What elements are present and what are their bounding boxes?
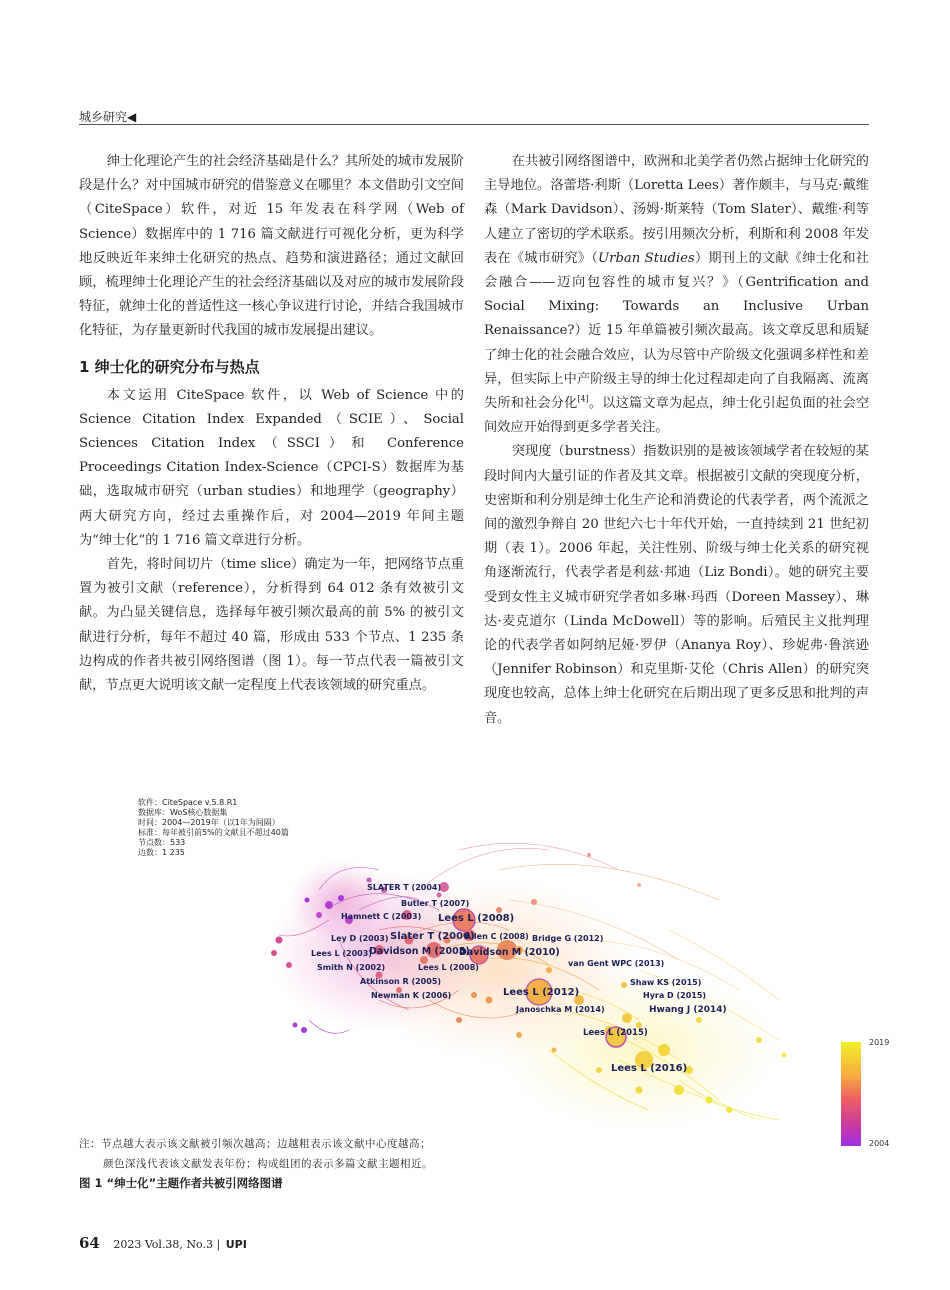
footer-separator: |: [216, 1238, 221, 1251]
section-title: 1 绅士化的研究分布与热点: [79, 357, 260, 376]
node-label-allen-2008: Allen C (2008): [465, 932, 529, 941]
right-paragraph-1-a: 在共被引网络图谱中，欧洲和北美学者仍然占据绅士化研究的主导地位。洛蕾塔·利斯（Loretta Lees）著作颇丰，与马克·戴维森（Mark Davidson）、汤姆·斯莱特（Tom Slater）、戴维·利等人建立了密切的学术联系。按引用频次分析，利斯和利 2008 年发表在《城市研究》（: [484, 154, 869, 266]
node-label-shaw-2015: Shaw KS (2015): [630, 978, 702, 987]
node-label-newman-2006: Newman K (2006): [371, 991, 452, 1000]
node-label-lees-2008: Lees L (2008): [438, 913, 515, 924]
year-colorbar: [841, 1042, 861, 1146]
right-paragraph-2: 突现度（burstness）指数识别的是被该领域学者在较短的某段时间内大量引证的作者及其文章。根据被引文献的突现度分析，史密斯和利分别是绅士化生产论和消费论的代表学者，两个流派之间的激烈争辩自 20 世纪六七十年代开始，一直持续到 21 世纪初期（表 1）。2006 年起，关注性别、阶级与绅士化关系的研究视角逐渐流行，代表学者是利兹·邦迪（Liz Bondi）。她的研究主要受到女性主义城市研究学者如多琳·玛西（Doreen Massey）、琳达·麦克道尔（Linda McDowell）等的影响。后殖民主义批判理论的代表学者如阿纳尼娅·罗伊（Ananya Roy）、珍妮弗·鲁滨逊（Jennifer Robinson）和克里斯·艾伦（Chris Allen）的研究突现度也较高，总体上绅士化研究在后期出现了更多反思和批判的声音。: [484, 444, 869, 726]
page-number: 64: [79, 1234, 100, 1252]
node-label-davidson-2010: Davidson M (2010): [459, 947, 560, 958]
node-label-slater-2004: SLATER T (2004): [367, 883, 442, 892]
node-label-janoschka-2014: Janoschka M (2014): [516, 1005, 605, 1014]
info-node-count: 节点数：533: [138, 838, 186, 847]
volume-info: 2023 Vol.38, No.3: [113, 1238, 213, 1251]
figure-note-line-1: 注：节点越大表示该文献被引频次越高；边越粗表示该文献中心度越高；: [79, 1138, 431, 1150]
page-footer: [79, 1234, 247, 1252]
node-label-hamnett-2003: Hamnett C (2003): [341, 912, 422, 921]
right-paragraph-1-c: 。以这篇文章为起点，绅士化引起负面的社会空间效应开始得到更多学者关注。: [484, 396, 870, 436]
info-criteria: 标准：每年被引前5%的文献且不超过40篇: [138, 828, 289, 837]
left-paragraph-1: 绅士化理论产生的社会经济基础是什么？其所处的城市发展阶段是什么？对中国城市研究的借鉴意义在哪里？本文借助引文空间（CiteSpace）软件，对近 15 年发表在科学网（Web of Science）数据库中的 1 716 篇文献进行可视化分析，更为科学地反映近年来绅士化研究的热点、趋势和演进路径；通过文献回顾，梳理绅士化理论产生的社会经济基础以及对应的城市发展阶段特征，就绅士化的普适性这一核心争议进行讨论，并结合我国城市化特征，为存量更新时代我国的城市发展提出建议。: [79, 154, 464, 339]
left-paragraph-3: 首先，将时间切片（time slice）确定为一年，把网络节点重置为被引文献（reference），分析得到 64 012 条有效被引文献。为凸显关键信息，选择每年被引频次最高的前 5% 的被引文献进行分析，每年不超过 40 篇，形成由 533 个节点、1 235 条边构成的作者共被引网络图谱（图 1）。每一节点代表一篇被引文献，节点更大说明该文献一定程度上代表该领域的研究重点。: [79, 557, 464, 694]
node-label-hyra-2015: Hyra D (2015): [643, 991, 707, 1000]
right-paragraph-1: [484, 150, 869, 440]
colorbar-max-label: 2019: [869, 1038, 890, 1047]
node-label-lees-2008-b: Lees L (2008): [418, 963, 479, 972]
header-rule: [79, 124, 869, 125]
node-label-lees-2016: Lees L (2016): [611, 1063, 688, 1074]
info-database: 数据库：WoS核心数据集: [138, 808, 228, 817]
journal-title-italic: Urban Studies: [598, 250, 695, 266]
node-label-lees-2003: Lees L (2003): [311, 949, 372, 958]
node-label-atkinson-2005: Atkinson R (2005): [360, 977, 442, 986]
left-paragraph-2: 本文运用 CiteSpace 软件，以 Web of Science 中的 Science Citation Index Expanded（SCIE）、Social Sciences Citation Index（SSCI）和 Conference Proceedings Citation Index-Science（CPCI-S）数据库为基础，选取城市研究（urban studies）和地理学（geography）两大研究方向，经过去重操作后，对 2004—2019 年间主题为“绅士化”的 1 716 篇文章进行分析。: [79, 387, 464, 548]
node-label-davidson-2005: Davidson M (2005): [369, 946, 470, 957]
node-label-vangent-2013: van Gent WPC (2013): [568, 959, 665, 968]
right-paragraph-1-b: ）期刊上的文献《绅士化和社会融合——迈向包容性的城市复兴？》（Gentrification and Social Mixing: Towards an Inclusive Urban Renaissance?）近 15 年单篇被引频次最高。该文章反思和质疑了绅士化的社会融合效应，认为尽管中产阶级文化强调多样性和差异，但实际上中产阶级主导的绅士化过程却走向了自我隔离、流离失所和社会分化: [484, 250, 869, 412]
node-label-lees-2012: Lees L (2012): [503, 987, 580, 998]
info-time: 时间：2004—2019年（以1年为间隔）: [138, 818, 280, 827]
running-header: 城乡研究◀: [79, 110, 137, 124]
node-label-butler-2007: Butler T (2007): [401, 899, 470, 908]
left-column: [79, 150, 464, 698]
info-edge-count: 边数：1 235: [138, 848, 185, 857]
colorbar-min-label: 2004: [869, 1139, 890, 1148]
figure-caption: 图 1 “绅士化”主题作者共被引网络图谱: [79, 1176, 283, 1190]
node-label-hwang-2014: Hwang J (2014): [649, 1005, 727, 1015]
node-label-bridge-2012: Bridge G (2012): [532, 934, 604, 943]
right-column: [484, 150, 869, 731]
node-label-lees-2015: Lees L (2015): [583, 1028, 648, 1038]
node-label-ley-2003: Ley D (2003): [331, 934, 389, 943]
info-software: 软件：CiteSpace v.5.8.R1: [138, 798, 238, 807]
figure-note-line-2: 颜色深浅代表该文献发表年份；构成组团的表示多篇文献主题相近。: [103, 1158, 433, 1170]
cocitation-network: [79, 790, 869, 1140]
journal-logo: UPI: [225, 1238, 247, 1251]
node-label-slater-2006: Slater T (2006): [390, 931, 475, 942]
node-label-smith-2002: Smith N (2002): [317, 963, 386, 972]
reference-marker[interactable]: [4]: [577, 394, 589, 404]
